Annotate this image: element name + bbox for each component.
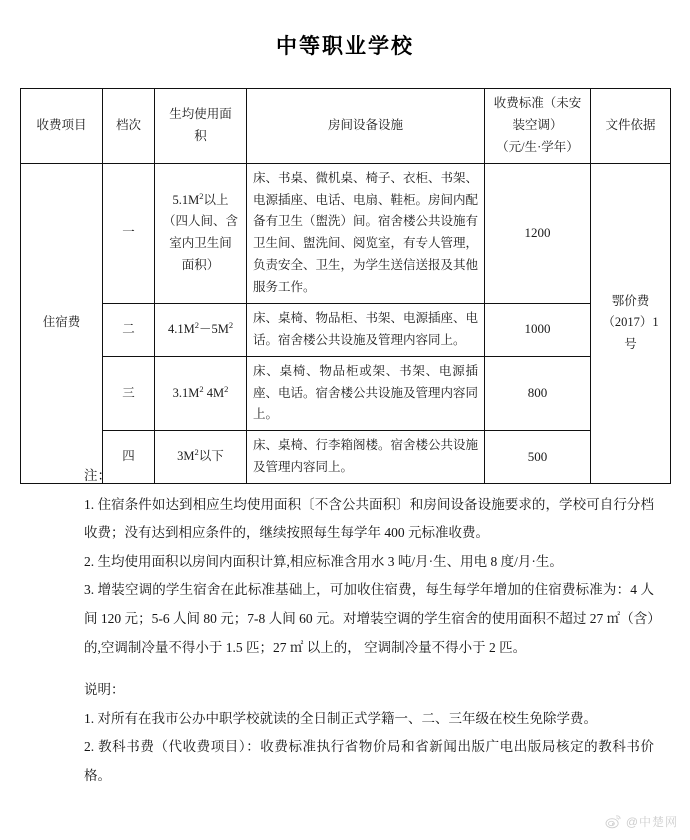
area-line2: （四人间、含: [162, 214, 238, 229]
table-row: [21, 303, 671, 356]
cell-grade: 一: [103, 163, 155, 303]
cell-fee: 500: [485, 431, 591, 484]
note-item-1: 1. 住宿条件如达到相应生均使用面积〔不含公共面积〕和房间设备设施要求的，学校可自行分档收费；没有达到相应条件的，继续按照每生每学年 400 元标准收费。: [84, 496, 654, 541]
notes-and-explanation: [62, 462, 654, 791]
doc-basis-line1: 鄂价费: [611, 293, 650, 308]
note-item-2: 2. 生均使用面积以房间内面积计算,相应标准含用水 3 吨/月·生、用电 8 度/月·生。: [84, 553, 563, 569]
header-fee-line2: 装空调）: [512, 117, 563, 132]
cell-fee: 1200: [485, 163, 591, 303]
table-row: [21, 356, 671, 431]
watermark-text: @中楚网: [625, 815, 678, 829]
watermark: [605, 813, 678, 830]
header-area-line1: 生均使用面: [169, 106, 232, 121]
area-line1: $5.1M^2$以上: [172, 190, 229, 207]
page-title: 中等职业学校: [276, 34, 414, 58]
header-fee-line1: 收费标准（未安: [493, 96, 582, 110]
table-row: [21, 163, 671, 303]
cell-grade: 三: [103, 356, 155, 431]
explanation-label: 说明：: [84, 682, 125, 698]
cell-equipment: 床、桌椅、行李箱阁楼。宿舍楼公共设施及管理内容同上。: [247, 431, 485, 484]
header-area-line2: 积: [194, 128, 207, 143]
header-area: [155, 89, 247, 164]
cell-fee: 800: [485, 356, 591, 431]
header-fee-line3: （元/生·学年）: [496, 139, 579, 154]
explanation-item-1: 1. 对所有在我市公办中职学校就读的全日制正式学籍一、二、三年级在校生免除学费。: [84, 710, 597, 726]
cell-equipment: 床、书桌、微机桌、椅子、衣柜、书架、电源插座、电话、电扇、鞋柜。房间内配备有卫生（盥洗）间。宿舍楼公共设施有卫生间、盥洗间、阅览室，有专人管理，负责安全、卫生，为学生送信送报及其他服务工作。: [247, 163, 485, 303]
cell-grade: 二: [103, 303, 155, 356]
cell-area: $4.1M^2-5M^2$: [155, 303, 247, 356]
header-equipment: 房间设备设施: [247, 89, 485, 164]
header-fee-item: 收费项目: [21, 89, 103, 164]
doc-basis-line2: （2017）1: [602, 315, 659, 330]
cell-area: $3.1M^2$ $4M^2$: [155, 356, 247, 431]
header-grade: 档次: [103, 89, 155, 164]
fee-standard-table: [20, 88, 671, 484]
header-fee-standard: [485, 89, 591, 164]
section-spacer: [62, 662, 654, 676]
table-header-row: [21, 89, 671, 164]
cell-area: $3M^2$以下: [155, 431, 247, 484]
cell-fee-item: 住宿费: [21, 163, 103, 483]
doc-basis-line3: 号: [624, 337, 637, 352]
weibo-logo-icon: [605, 813, 622, 830]
area-line3: 室内卫生间: [169, 236, 232, 251]
header-document-basis: 文件依据: [591, 89, 671, 164]
cell-document-basis: [591, 163, 671, 483]
explanation-item-2: 2. 教科书费（代收费项目）：收费标准执行省物价局和省新闻出版广电出版局核定的教科书价格。: [84, 739, 654, 784]
cell-fee: 1000: [485, 303, 591, 356]
cell-grade: 四: [103, 431, 155, 484]
notes-label: 注：: [84, 468, 111, 483]
cell-equipment: 床、桌椅、物品柜、书架、电源插座、电话。宿舍楼公共设施及管理内容同上。: [247, 303, 485, 356]
cell-area: [155, 163, 247, 303]
area-line4: 面积）: [181, 258, 220, 273]
note-item-3: 3. 增装空调的学生宿舍在此标准基础上，可加收住宿费，每生每学年增加的住宿费标准为：4 人间 120 元；5-6 人间 80 元；7-8 人间 60 元。对增装空调的学生宿舍的使用面积不超过 27 ㎡（含）的,空调制冷量不得小于 1.5 匹；27 ㎡ 以上的， 空调制冷量不得小于 2 匹。: [84, 582, 654, 655]
cell-equipment: 床、桌椅、物品柜或架、书架、电源插座、电话。宿舍楼公共设施及管理内容同上。: [247, 356, 485, 431]
